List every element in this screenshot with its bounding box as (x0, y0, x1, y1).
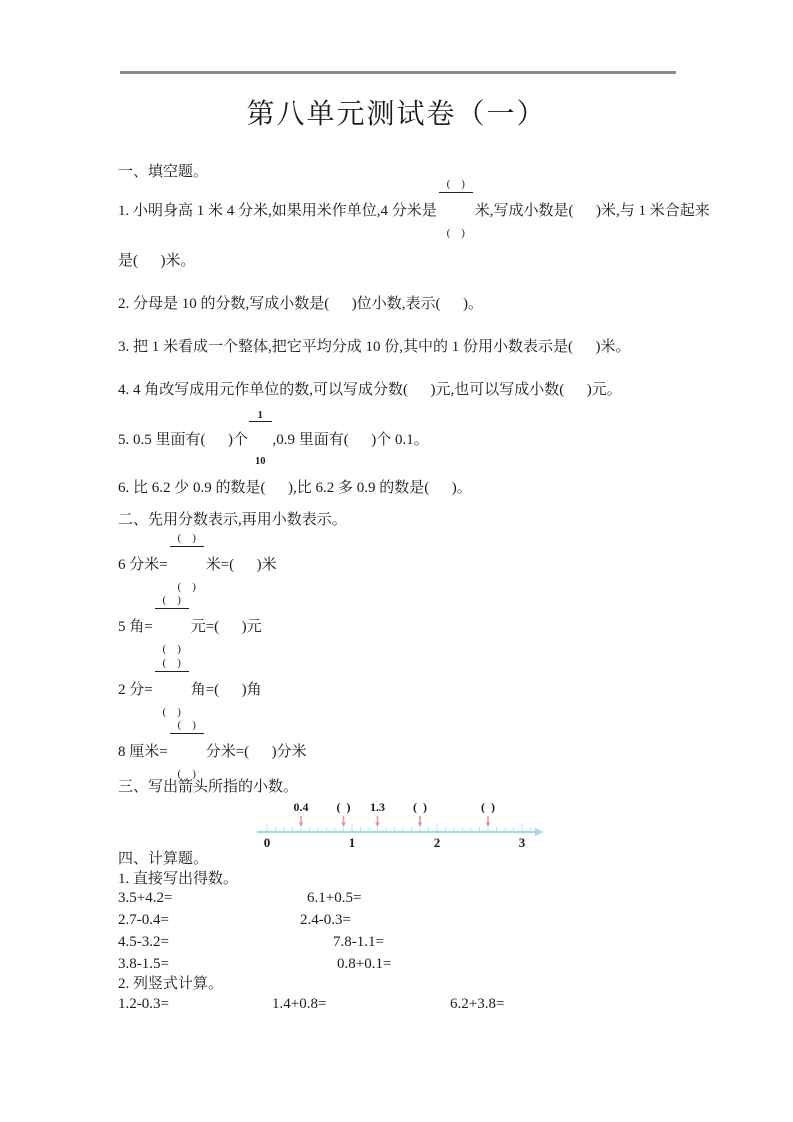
number-line-figure (253, 797, 545, 851)
conversion-4-pre: 8 厘米= (118, 743, 168, 760)
calc-expression: 3.8-1.5= (118, 956, 169, 972)
calc-expression: 6.1+0.5= (307, 890, 362, 906)
blank-fraction-numerator: ( ) (155, 594, 189, 609)
conversion-3-pre: 2 分= (118, 681, 153, 698)
conversion-4-post: 分米=( )分米 (205, 743, 307, 760)
question-1-text-post: 米,写成小数是( )米,与 1 米合起来 (474, 202, 710, 219)
section-3-heading: 三、写出箭头所指的小数。 (118, 779, 299, 795)
calc-row-1 (118, 890, 678, 910)
pointer-arrow-icon (299, 823, 304, 828)
calc-row-vertical (118, 996, 678, 1016)
number-line-arrowhead-icon (535, 828, 544, 836)
calc-expression: 0.8+0.1= (337, 956, 392, 972)
question-2: 2. 分母是 10 的分数,写成小数是( )位小数,表示( )。 (118, 296, 483, 312)
blank-fraction-numerator: ( ) (439, 178, 473, 193)
blank-fraction-numerator: ( ) (170, 532, 204, 547)
question-5-text-pre: 5. 0.5 里面有( )个 (118, 431, 248, 448)
question-1-line-2: 是( )米。 (118, 253, 196, 269)
calc-expression: 2.4-0.3= (300, 912, 351, 928)
conversion-item-4 (118, 719, 758, 780)
question-1-text-pre: 1. 小明身高 1 米 4 分米,如果用米作单位,4 分米是 (118, 202, 437, 219)
conversion-3-post: 角=( )角 (190, 681, 262, 698)
question-6: 6. 比 6.2 少 0.9 的数是( ),比 6.2 多 0.9 的数是( )。 (118, 480, 472, 496)
calc-expression: 2.7-0.4= (118, 912, 169, 928)
section-2-heading: 二、先用分数表示,再用小数表示。 (118, 512, 347, 528)
conversion-2-post: 元=( )元 (190, 618, 262, 635)
blank-fraction-numerator: ( ) (155, 657, 189, 672)
number-line-axis-label: 1 (348, 835, 356, 850)
number-line-axis-label: 2 (433, 835, 441, 850)
fraction-denominator: 10 (255, 455, 266, 467)
section-4-heading: 四、计算题。 (118, 851, 209, 867)
calc-expression: 3.5+4.2= (118, 890, 173, 906)
pointer-arrow-icon (418, 823, 423, 828)
calc-instruction-1: 1. 直接写出得数。 (118, 871, 239, 887)
number-line-label: ( ) (481, 800, 495, 814)
blank-fraction-denominator: ( ) (162, 643, 181, 655)
number-line-label: 0.4 (293, 800, 309, 814)
blank-fraction-denominator: ( ) (177, 768, 196, 780)
calc-row-4 (118, 956, 678, 976)
blank-fraction-denominator: ( ) (162, 706, 181, 718)
conversion-1-post: 米=( )米 (205, 556, 277, 573)
question-4: 4. 4 角改写成用元作单位的数,可以写成分数( )元,也可以写成小数( )元。 (118, 382, 622, 398)
question-1-line-1 (118, 178, 758, 239)
question-3: 3. 把 1 米看成一个整体,把它平均分成 10 份,其中的 1 份用小数表示是( )米。 (118, 339, 631, 355)
number-line-axis-label: 0 (263, 835, 271, 850)
top-horizontal-rule (120, 71, 676, 74)
calc-expression: 1.4+0.8= (272, 996, 327, 1012)
conversion-2-pre: 5 角= (118, 618, 153, 635)
calc-expression: 7.8-1.1= (333, 934, 384, 950)
conversion-item-2 (118, 594, 758, 655)
number-line-label: 1.3 (370, 800, 385, 814)
question-5-text-post: ,0.9 里面有( )个 0.1。 (272, 431, 429, 448)
conversion-item-3 (118, 657, 758, 718)
blank-fraction-denominator: ( ) (446, 227, 465, 239)
pointer-arrow-icon (341, 823, 346, 828)
blank-fraction-denominator: ( ) (177, 581, 196, 593)
conversion-1-pre: 6 分米= (118, 556, 168, 573)
pointer-arrow-icon (375, 823, 380, 828)
calc-expression: 1.2-0.3= (118, 996, 169, 1012)
calc-row-3 (118, 934, 678, 954)
pointer-arrow-icon (486, 823, 491, 828)
section-1-heading: 一、填空题。 (118, 164, 209, 180)
number-line-label: ( ) (336, 800, 351, 814)
calc-row-2 (118, 912, 678, 932)
number-line-axis-label: 3 (518, 835, 526, 850)
blank-fraction-numerator: ( ) (170, 719, 204, 734)
calc-expression: 4.5-3.2= (118, 934, 169, 950)
fraction-numerator: 1 (249, 410, 272, 422)
calc-expression: 6.2+3.8= (450, 996, 505, 1012)
question-5 (118, 409, 758, 467)
number-line-label: ( ) (413, 800, 427, 814)
calc-instruction-2: 2. 列竖式计算。 (118, 976, 224, 992)
conversion-item-1 (118, 532, 758, 593)
page-title: 第八单元测试卷（一） (246, 99, 547, 130)
